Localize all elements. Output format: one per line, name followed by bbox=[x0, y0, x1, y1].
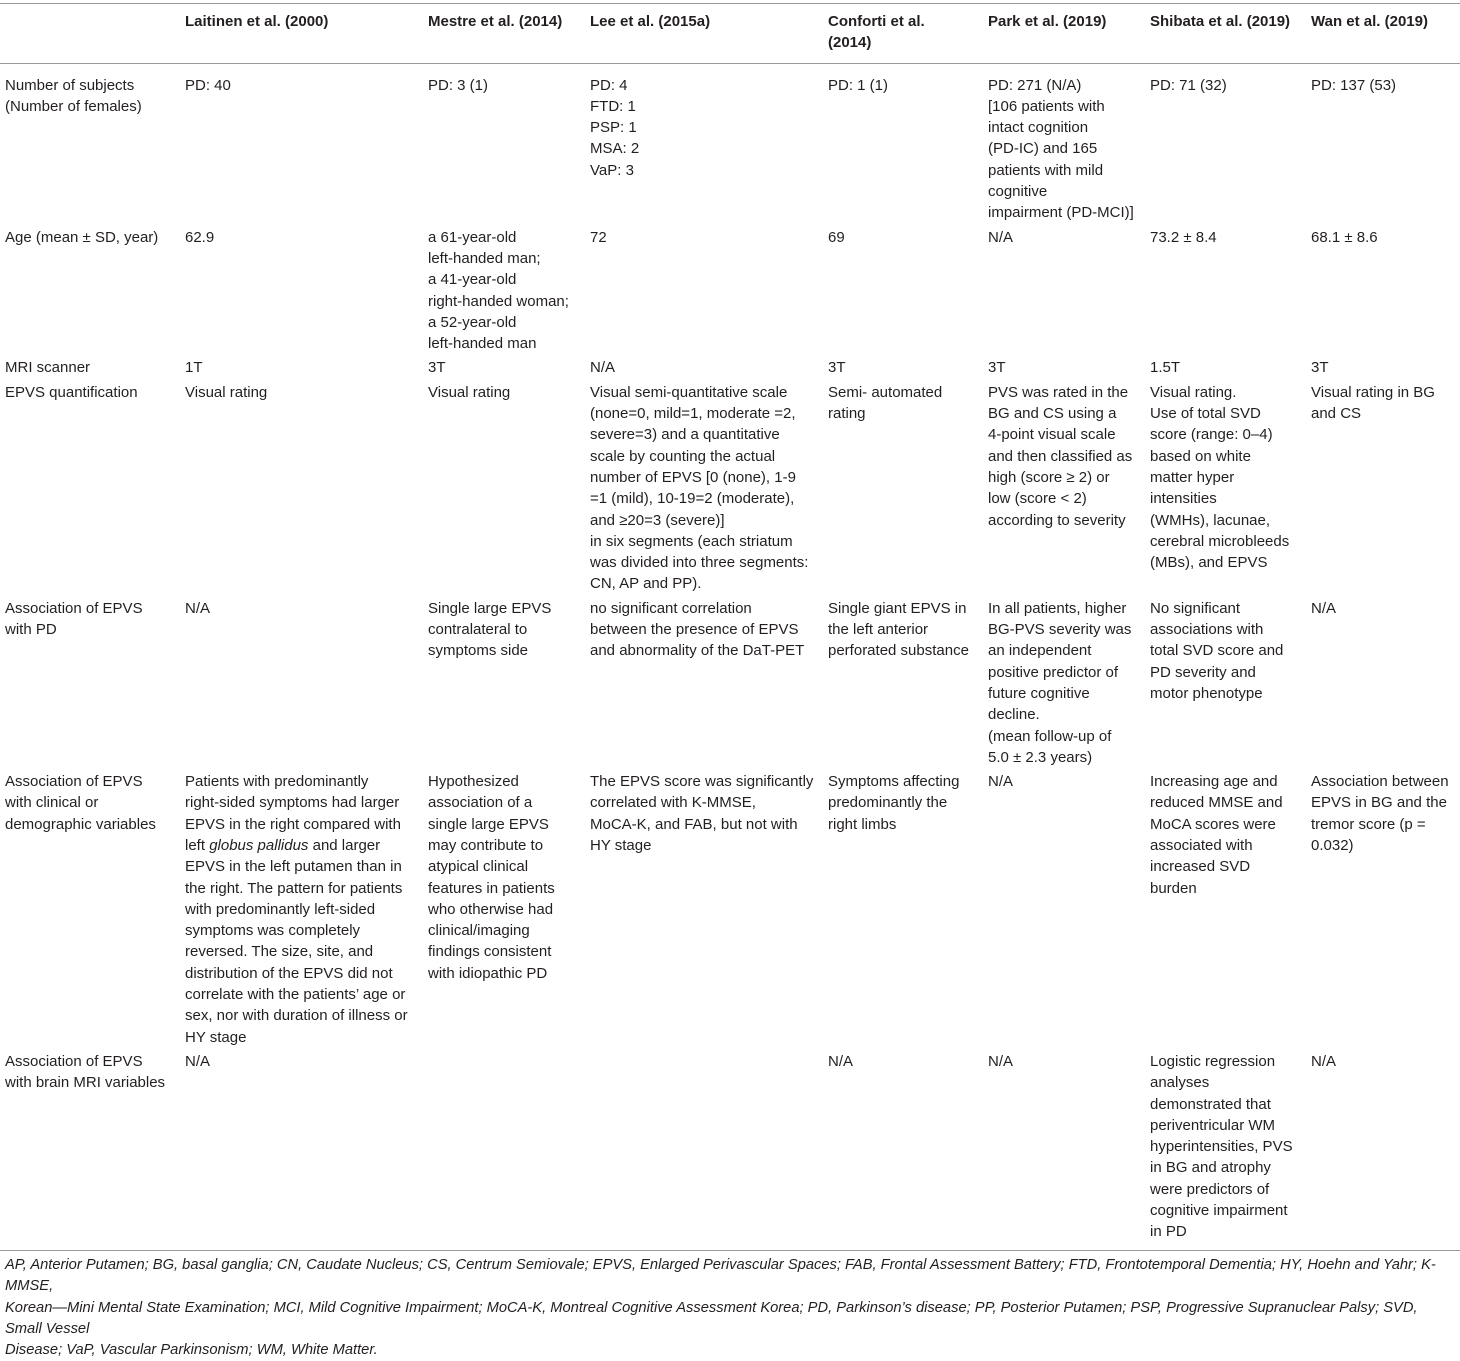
cell-assoc-clinical-wan: Association between EPVS in BG and the tremor score (p = 0.032) bbox=[1311, 773, 1449, 854]
cell-quant-wan: Visual rating in BG and CS bbox=[1311, 383, 1435, 423]
cell-age-mestre: a 61-year-old left-handed man; a 41-year-old right-handed woman; a 52-year-old left-handed man bbox=[428, 228, 569, 353]
cell-subjects-shibata: PD: 71 (32) bbox=[1150, 76, 1227, 94]
cell-subjects-laitinen: PD: 40 bbox=[185, 76, 231, 94]
cell-assoc-pd-wan: N/A bbox=[1311, 599, 1337, 617]
cell-assoc-pd-mestre: Single large EPVS contralateral to symptoms side bbox=[428, 599, 552, 660]
cell-quant-park: PVS was rated in the BG and CS using a 4-point visual scale and then classified as high (score ≥ 2) or low (score < 2) according to severity bbox=[988, 383, 1133, 529]
cell-subjects-wan: PD: 137 (53) bbox=[1311, 76, 1397, 94]
table-footnote-abbreviations: AP, Anterior Putamen; BG, basal ganglia; CN, Caudate Nucleus; CS, Centrum Semiovale; EPVS, Enlarged Perivascular Spaces; FAB, Frontal Assessment Battery; FTD, Frontotemporal Dementia; HY, Hoehn and Yahr; K-MMSE, Korean—Mini Mental State Examination; MCI, Mild Cognitive Impairment; MoCA-K, Montreal Cognitive Assessment Korea; PD, Parkinson’s disease; PP, Posterior Putamen; PSP, Progressive Supranuclear Palsy; SVD, Small Vessel Disease; VaP, Vascular Parkinsonism; WM, White Matter. bbox=[5, 1257, 1436, 1359]
cell-age-shibata: 73.2 ± 8.4 bbox=[1150, 228, 1217, 246]
cell-assoc-clinical-park: N/A bbox=[988, 773, 1014, 791]
row-age bbox=[0, 225, 1460, 356]
cell-assoc-mri-park: N/A bbox=[988, 1052, 1014, 1070]
row-epvs-quantification bbox=[0, 380, 1460, 596]
column-header-wan: Wan et al. (2019) bbox=[1311, 13, 1428, 30]
cell-assoc-mri-wan: N/A bbox=[1311, 1052, 1337, 1070]
cell-age-park: N/A bbox=[988, 228, 1014, 246]
cell-assoc-mri-conforti: N/A bbox=[828, 1052, 854, 1070]
cell-assoc-pd-conforti: Single giant EPVS in the left anterior perforated substance bbox=[828, 599, 969, 660]
cell-assoc-pd-shibata: No significant associations with total SVD score and PD severity and motor phenotype bbox=[1150, 599, 1284, 702]
row-mri-scanner bbox=[0, 356, 1460, 380]
cell-quant-shibata: Visual rating. Use of total SVD score (range: 0–4) based on white matter hyper intensities (WMHs), lacunae, cerebral microbleeds (MBs), and EPVS bbox=[1150, 383, 1290, 572]
cell-subjects-mestre: PD: 3 (1) bbox=[428, 76, 489, 94]
cell-assoc-clinical-shibata: Increasing age and reduced MMSE and MoCA scores were associated with increased SVD burden bbox=[1150, 773, 1283, 897]
row-number-of-subjects bbox=[0, 63, 1460, 225]
cell-mri-conforti: 3T bbox=[828, 359, 846, 377]
cell-assoc-pd-laitinen: N/A bbox=[185, 599, 211, 617]
row-association-pd bbox=[0, 596, 1460, 769]
cell-text-part: and larger EPVS in the left putamen than in the right. The pattern for patients with predominantly left-sided symptoms was completely reversed. The size, site, and distribution of the EPVS did not correlate with the patients’ age or sex, nor with duration of illness or HY stage bbox=[185, 836, 408, 1046]
cell-age-conforti: 69 bbox=[828, 228, 845, 246]
row-label-age: Age (mean ± SD, year) bbox=[5, 228, 159, 246]
cell-assoc-mri-laitinen: N/A bbox=[185, 1052, 211, 1070]
row-label-association-pd: Association of EPVS with PD bbox=[5, 599, 143, 639]
cell-age-wan: 68.1 ± 8.6 bbox=[1311, 228, 1378, 246]
cell-mri-laitinen: 1T bbox=[185, 359, 203, 377]
cell-mri-wan: 3T bbox=[1311, 359, 1329, 377]
row-label-association-clinical: Association of EPVS with clinical or demographic variables bbox=[5, 773, 156, 833]
cell-age-laitinen: 62.9 bbox=[185, 228, 215, 246]
corner-cell bbox=[0, 4, 178, 64]
cell-quant-mestre: Visual rating bbox=[428, 383, 511, 401]
cell-assoc-mri-lee bbox=[583, 1049, 821, 1250]
column-header-lee: Lee et al. (2015a) bbox=[590, 13, 711, 30]
cell-assoc-pd-park: In all patients, higher BG-PVS severity was an independent positive predictor of future cognitive decline. (mean follow-up of 5.0 ± 2.3 years) bbox=[988, 599, 1132, 766]
cell-subjects-conforti: PD: 1 (1) bbox=[828, 76, 889, 94]
cell-assoc-clinical-laitinen bbox=[178, 770, 421, 1050]
column-header-laitinen: Laitinen et al. (2000) bbox=[185, 13, 329, 30]
row-association-brain-mri bbox=[0, 1049, 1460, 1250]
cell-text-part: Patients with predominantly right-sided symptoms had larger EPVS in the right compared with left bbox=[185, 773, 401, 854]
cell-assoc-clinical-mestre: Hypothesized association of a single large EPVS may contribute to atypical clinical features in patients who otherwise had clinical/imaging findings consistent with idiopathic PD bbox=[428, 773, 555, 982]
column-header-mestre: Mestre et al. (2014) bbox=[428, 13, 563, 30]
cell-mri-lee: N/A bbox=[590, 359, 616, 377]
column-header-conforti: Conforti et al. (2014) bbox=[828, 13, 925, 52]
epvs-studies-table bbox=[0, 3, 1460, 1251]
cell-assoc-mri-shibata: Logistic regression analyses demonstrated that periventricular WM hyperintensities, PVS in BG and atrophy were predictors of cognitive impairment in PD bbox=[1150, 1052, 1293, 1241]
row-label-number-of-subjects: Number of subjects (Number of females) bbox=[5, 76, 142, 115]
row-association-clinical bbox=[0, 770, 1460, 1050]
cell-assoc-pd-lee: no significant correlation between the presence of EPVS and abnormality of the DaT-PET bbox=[590, 599, 805, 660]
cell-age-lee: 72 bbox=[590, 228, 607, 246]
cell-mri-mestre: 3T bbox=[428, 359, 446, 377]
column-header-park: Park et al. (2019) bbox=[988, 13, 1107, 30]
cell-quant-lee: Visual semi-quantitative scale (none=0, mild=1, moderate =2, severe=3) and a quantitative scale by counting the actual number of EPVS [0 (none), 1-9 =1 (mild), 10-19=2 (moderate), and ≥20=3 (severe)] in six segments (each striatum was divided into three segments: CN, AP and PP). bbox=[590, 383, 809, 593]
cell-subjects-park: PD: 271 (N/A) [106 patients with intact cognition (PD-IC) and 165 patients with mild cognitive impairment (PD-MCI)] bbox=[988, 76, 1134, 222]
cell-mri-shibata: 1.5T bbox=[1150, 359, 1181, 377]
column-header-shibata: Shibata et al. (2019) bbox=[1150, 13, 1291, 30]
cell-mri-park: 3T bbox=[988, 359, 1006, 377]
row-label-epvs-quantification: EPVS quantification bbox=[5, 383, 138, 401]
italic-term-globus-pallidus: globus pallidus bbox=[209, 836, 309, 854]
cell-assoc-mri-mestre bbox=[421, 1049, 583, 1250]
row-label-association-brain-mri: Association of EPVS with brain MRI variables bbox=[5, 1052, 166, 1092]
cell-assoc-clinical-conforti: Symptoms affecting predominantly the right limbs bbox=[828, 773, 960, 833]
row-label-mri-scanner: MRI scanner bbox=[5, 359, 91, 377]
cell-subjects-lee: PD: 4 FTD: 1 PSP: 1 MSA: 2 VaP: 3 bbox=[590, 76, 640, 179]
cell-assoc-clinical-lee: The EPVS score was significantly correlated with K-MMSE, MoCA-K, and FAB, but not with HY stage bbox=[590, 773, 814, 854]
table-header-row bbox=[0, 4, 1460, 64]
cell-quant-conforti: Semi- automated rating bbox=[828, 383, 943, 423]
cell-quant-laitinen: Visual rating bbox=[185, 383, 268, 401]
